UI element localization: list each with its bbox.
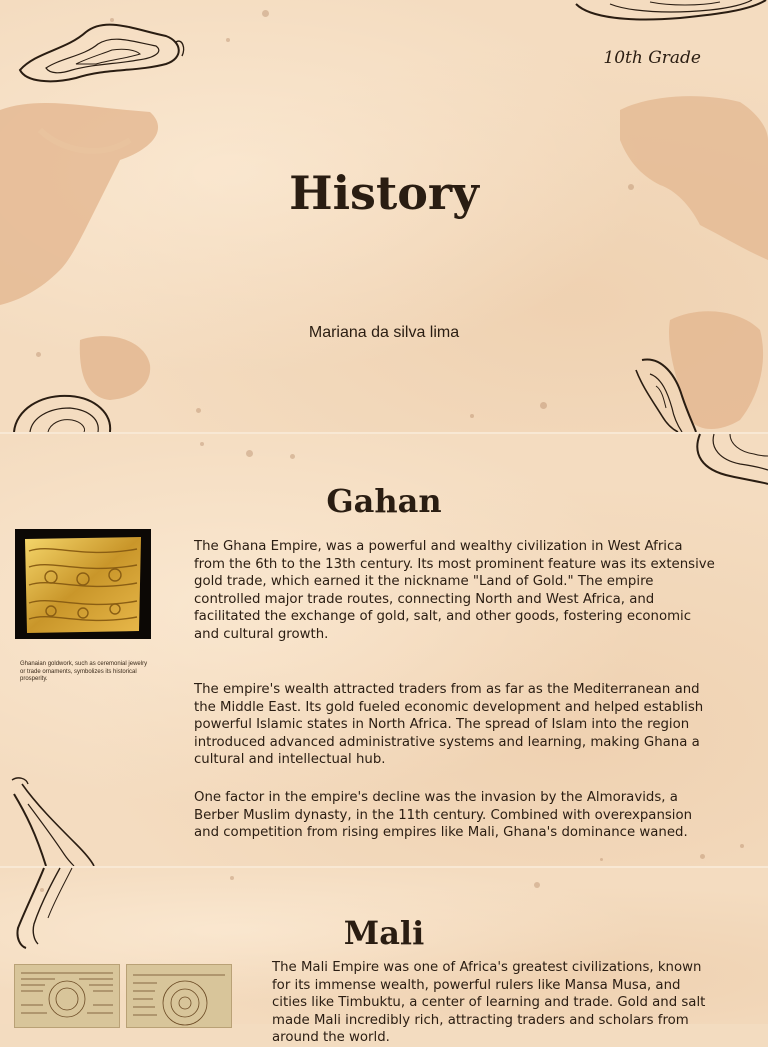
section-title-gahan: Gahan <box>326 482 442 520</box>
author-name: Mariana da silva lima <box>308 324 460 341</box>
topographic-contour-decoration <box>690 434 768 488</box>
page-title: History <box>289 166 479 220</box>
manuscript-image-right <box>126 964 232 1028</box>
topographic-contour-decoration <box>570 0 768 34</box>
cover-slide <box>0 0 768 432</box>
gahan-paragraph-3: One factor in the empire's decline was the invasion by the Almoravids, a Berber Muslim dynasty, in the 11th century. Combined with overexpansion and competition from rising empires like Mali, Ghana's dominance waned. <box>194 790 693 841</box>
manuscript-illustration <box>15 965 119 1027</box>
manuscript-image-left <box>14 964 120 1028</box>
section-title-mali: Mali <box>343 914 425 952</box>
mali-paragraph-1: The Mali Empire was one of Africa's greatest civilizations, known for its immense wealth, powerful rulers like Mansa Musa, and cities like Timbuktu, a center of learning and trade. Gold and salt made Mali incredibly rich, attracting traders and scholars from around the world. <box>272 960 706 1046</box>
topographic-contour-decoration <box>10 390 114 432</box>
goldwork-illustration <box>21 533 145 635</box>
image-caption: Ghanaian goldwork, such as ceremonial jewelry or trade ornaments, symbolizes its historical prosperity. <box>20 661 148 682</box>
topographic-contour-decoration <box>16 12 186 84</box>
gahan-slide <box>0 434 768 866</box>
gahan-paragraph-1: The Ghana Empire, was a powerful and wealthy civilization in West Africa from the 6th to the 13th century. Its most prominent feature was its extensive gold trade, which earned it the nickname "Land of Gold." The empire controlled major trade routes, connecting North and West Africa, and facilitated the exchange of gold, salt, and other goods, fostering economic and cultural growth. <box>194 539 715 642</box>
grade-label: 10th Grade <box>603 48 701 68</box>
topographic-contour-decoration <box>6 774 96 866</box>
mali-slide <box>0 868 768 1046</box>
gahan-paragraph-2: The empire's wealth attracted traders from as far as the Mediterranean and the Middle East. Its gold fueled economic development and helped establish powerful Islamic states in North Africa. The spread of Islam into the region introduced advanced administrative systems and learning, making Ghana a cultural and intellectual hub. <box>194 682 704 768</box>
topographic-contour-decoration <box>632 356 698 432</box>
ghanaian-goldwork-image <box>15 529 151 639</box>
manuscript-illustration <box>127 965 231 1027</box>
